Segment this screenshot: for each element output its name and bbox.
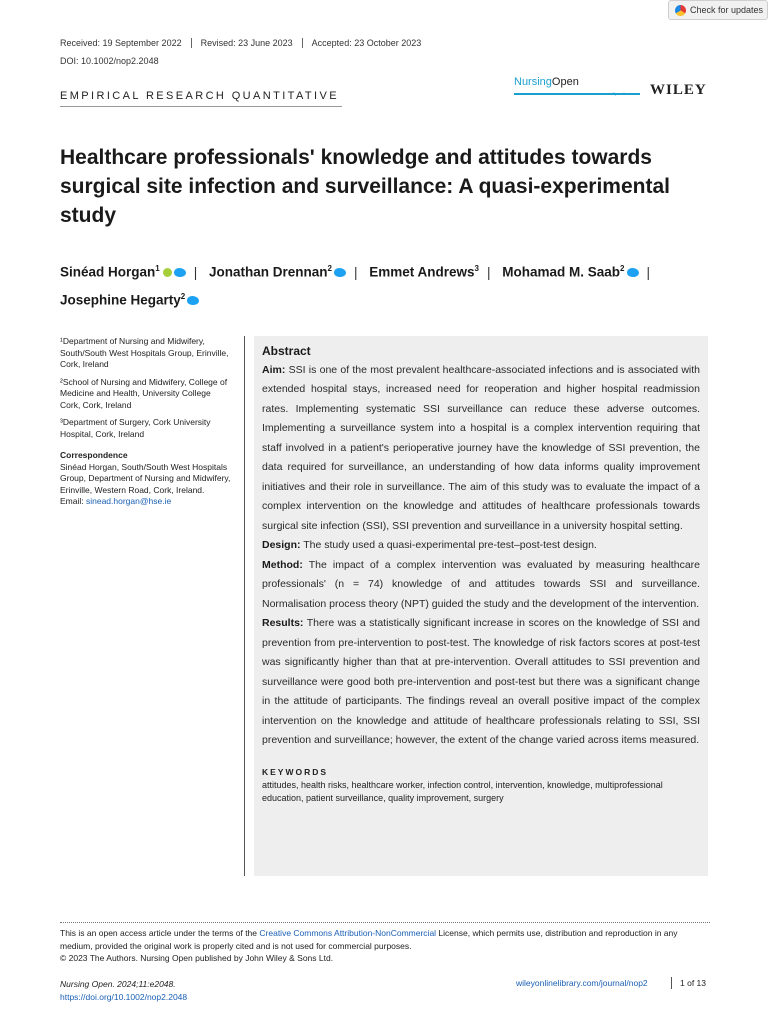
copyright: © 2023 The Authors. Nursing Open published by John Wiley & Sons Ltd. xyxy=(60,953,334,963)
section-divider xyxy=(60,106,342,107)
keywords-heading: KEYWORDS xyxy=(262,766,329,777)
open-access-label: Open Access xyxy=(612,91,636,96)
email-label: Email: xyxy=(60,496,86,506)
abstract-aim xyxy=(262,361,700,537)
article-dates xyxy=(60,38,439,48)
license-text-post: License, which permits use, distribution and reproduction in any medium, provided the original work is properly cited and is not used for commercial purposes. xyxy=(60,928,678,951)
affiliation: ²School of Nursing and Midwifery, College of Medicine and Health, University College Cork, Cork, Ireland xyxy=(60,376,228,410)
design-label: Design: xyxy=(262,539,301,551)
publisher-logo[interactable]: WILEY xyxy=(650,82,707,98)
author-separator: | xyxy=(486,264,491,280)
footer-divider xyxy=(60,922,710,923)
affiliation: ³Department of Surgery, Cork University Hospital, Cork, Ireland xyxy=(60,417,211,439)
email-link[interactable]: sinead.horgan@hse.ie xyxy=(85,496,172,506)
correspondence-text: Sinéad Horgan, South/South West Hospitals Group, Department of Nursing and Midwifery, Erinville, Western Road, Cork, Ireland. xyxy=(60,461,231,495)
design-text: The study used a quasi-experimental pre-test–post-test design. xyxy=(303,539,597,551)
author-list xyxy=(60,257,720,312)
twitter-icon[interactable] xyxy=(334,268,346,277)
license-link[interactable]: Creative Commons Attribution-NonCommercial xyxy=(259,928,437,938)
citation xyxy=(60,978,187,1004)
journal-site-link[interactable]: wileyonlinelibrary.com/journal/nop2 xyxy=(516,978,648,988)
revised-date: Revised: 23 June 2023 xyxy=(201,38,303,48)
author-separator: | xyxy=(353,264,358,280)
doi: DOI: 10.1002/nop2.2048 xyxy=(60,56,159,66)
license-notice xyxy=(60,927,710,965)
method-label: Method: xyxy=(262,558,303,571)
article-title: Healthcare professionals' knowledge and attitudes towards surgical site infection and surveillance: A quasi-experimental study xyxy=(60,146,670,227)
aim-text: SSI is one of the most prevalent healthcare-associated infections and is associated with extended hospital stays, increased need for reoperation and higher hospital readmission rates. Implementing systematic SSI surveillance can reduce these adverse outcomes. Implementing a surveillance system into a hospital is a complex intervention requiring that staff involved in a patient's perioperative journey have the knowledge of SSI prevention, the data required for surveillance, an understanding of how data informs quality improvement initiatives and their role in surveillance. The aim of this study was to evaluate the impact of a complex intervention on the knowledge and attitudes of healthcare professionals towards surgical site infection (SSI), SSI prevention and surveillance in a university hospital setting. xyxy=(262,363,700,532)
citation-text: Nursing Open. 2024;11:e2048. xyxy=(60,979,176,989)
twitter-icon[interactable] xyxy=(174,268,186,277)
method-text: The impact of a complex intervention was evaluated by measuring healthcare professionals' (n = 74) knowledge of and attitudes towards SSI and surveillance. Normalisation process theory (NPT) guided the study and the development of the intervention. xyxy=(262,558,700,610)
correspondence-address xyxy=(60,462,232,508)
affiliations-column xyxy=(60,336,232,508)
received-date: Received: 19 September 2022 xyxy=(60,38,192,48)
license-text-pre: This is an open access article under the terms of the xyxy=(60,928,260,938)
aim-label: Aim: xyxy=(262,363,286,376)
abstract-method xyxy=(262,556,700,615)
check-updates-label: Check for updates xyxy=(690,5,764,15)
author-affiliation-sup: 1 xyxy=(155,264,160,273)
author-affiliation-sup: 2 xyxy=(327,264,332,273)
author-separator: | xyxy=(646,264,651,280)
page-separator xyxy=(671,977,672,989)
check-updates-icon xyxy=(675,5,686,16)
page-number: 1 of 13 xyxy=(680,978,706,988)
author-name[interactable]: Josephine Hegarty xyxy=(60,292,181,307)
author-name[interactable]: Sinéad Horgan xyxy=(60,264,156,280)
author-affiliation-sup: 2 xyxy=(180,291,186,301)
orcid-icon[interactable] xyxy=(163,268,172,277)
citation-doi-link[interactable]: https://doi.org/10.1002/nop2.2048 xyxy=(60,992,188,1002)
correspondence-heading: Correspondence xyxy=(60,450,128,460)
abstract-design xyxy=(262,536,700,556)
twitter-icon[interactable] xyxy=(627,268,639,277)
results-text: There was a statistically significant increase in scores on the knowledge of SSI and prevention from pre-intervention to post-test. The knowledge of risk factors scores at post-test was significantly higher than that at pre-intervention. Overall attitudes to SSI prevention and surveillance were good both pre-intervention and post-test but there was a significant change in the attitude of participants. The findings reveal an overall positive impact of the complex intervention on the knowledge and attitude of healthcare professionals relating to SSI, SSI prevention and surveillance; however, the extent of the change varied across items measured. xyxy=(262,617,700,746)
abstract-box xyxy=(254,336,708,876)
abstract-results xyxy=(262,614,700,751)
author-affiliation-sup: 3 xyxy=(474,264,479,273)
accepted-date: Accepted: 23 October 2023 xyxy=(311,38,422,48)
abstract-heading: Abstract xyxy=(262,344,311,358)
results-label: Results: xyxy=(262,617,304,629)
check-for-updates-button[interactable] xyxy=(668,0,768,20)
journal-logo[interactable] xyxy=(514,76,579,88)
twitter-icon[interactable] xyxy=(187,296,199,305)
author-affiliation-sup: 2 xyxy=(620,264,625,273)
affiliation: ¹Department of Nursing and Midwifery, South/South West Hospitals Group, Erinville, Cork, Ireland xyxy=(60,336,229,369)
author-separator: | xyxy=(193,264,198,280)
keywords-list: attitudes, health risks, healthcare worker, infection control, intervention, knowledge, multiprofessional education, patient surveillance, quality improvement, surgery xyxy=(262,779,663,803)
journal-logo-part2: Open xyxy=(551,76,579,88)
section-label: EMPIRICAL RESEARCH QUANTITATIVE xyxy=(60,90,339,102)
column-divider xyxy=(244,336,245,876)
author-name[interactable]: Jonathan Drennan xyxy=(209,264,328,280)
journal-logo-part1: Nursing xyxy=(514,76,552,88)
author-name[interactable]: Mohamad M. Saab xyxy=(502,264,621,280)
author-name[interactable]: Emmet Andrews xyxy=(369,264,475,280)
